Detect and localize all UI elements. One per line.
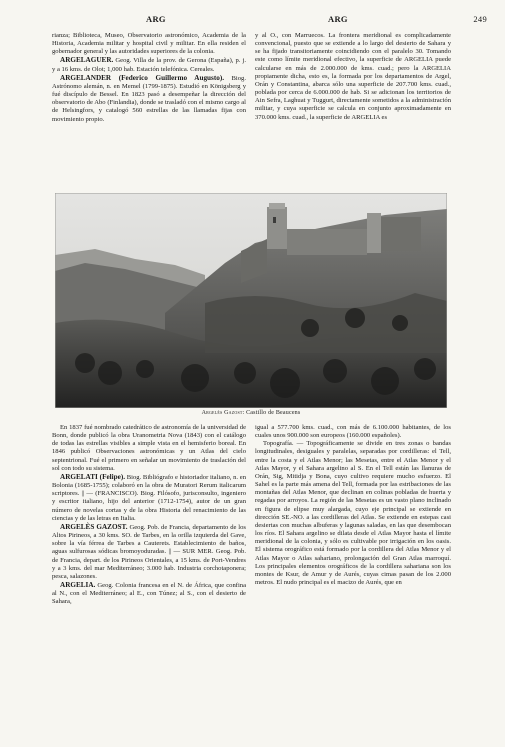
column-bottom-left — [52, 424, 246, 724]
page-number: 249 — [473, 14, 487, 24]
dictionary-entry — [52, 74, 246, 124]
entry-body: Geog. Pob. de Francia, departamento de los Altos Pirineos, a 30 kms. SO. de Tarbes, en la orilla izquierda del Gave, sobre la vía férrea de Tarbes a Cauterets. Establecimiento de baños, aguas sulfurosas sódicas bromoyoduradas. || — SUR MER. Geog. Pob. de Francia, depart. de los Pirineos Orientales, a 15 kms. de Port-Vendres y a 3 kms. del mar Mediterráneo; 3.000 hab. Industria corchotaponera; pesca, salazones. — [52, 523, 246, 580]
header-center-guide-word: ARG — [328, 14, 348, 24]
dictionary-entry — [52, 523, 246, 581]
figure-caption — [55, 410, 447, 416]
entry-headword: ARGELANDER (Federico Guillermo Augusto). — [60, 73, 225, 82]
entry-body: Geog. Colonia francesa en el N. de África, que confina al N., con el Mediterráneo; al E., con Túnez; al S., con el desierto de Sahara, — [52, 581, 246, 606]
entry-body: Geog. Villa de la prov. de Gerona (España), p. j. y a 16 kms. de Olot; 1,000 hab. Estación telefónica. Cereales. — [52, 57, 246, 73]
paragraph: En 1837 fué nombrado catedrático de astronomía de la universidad de Bonn, donde publicó la obra Uranometria Nova (1843) con el catálogo de todas las estrellas visibles a simple vista en el hemisferio boreal. En 1846 publicó Observaciones astronómicas y un Atlas del cielo septentrional. Fué el primero en señalar un movimiento de traslación del sol con todo su sistema. — [52, 424, 246, 472]
entry-body: Biog. Bibliógrafo e historiador italiano, n. en Bolonia (1685-1755); colaboró en la obra de Muratori Rerum italicarum scriptores. || — (FRANCISCO). Biog. Filósofo, jurisconsulto, ingeniero y escritor italiano, hijo del anterior (1712-1754), autor de un gran número de novelas cortas y de la obra Historia del renacimiento de las ciencias y de las letras en Italia. — [52, 473, 246, 522]
entry-headword: ARGELIA. — [60, 580, 96, 589]
dictionary-entry — [52, 56, 246, 73]
entry-headword: ARGELÈS GAZOST. — [60, 522, 128, 531]
column-top-right — [255, 32, 451, 190]
column-bottom-right — [255, 424, 451, 724]
paragraph-topografia: Topografía. — Topográficamente se divide en tres zonas o bandas longitudinales, desiguales y paralelas, separadas por cordilleras: el Tell, entre la costa y el Atlas Menor; las Mesetas, entre el Atlas Menor y el Atlas Mayor, y el Sahara argelino al S. En el Tell están las llanuras de Orán, Sig, Mitidja y Bona, cuyo cultivo requiere mucho esfuerzo. El Sahel es la parte más amena del Tell, formada por las estribaciones de las montañas del Atlas Menor, que declinan en colinas pobladas de huerta y regadas por arroyos. La región de las Mesetas es un vasto plano inclinado en figura de elipse muy alargada, cuyo eje principal se extiende en dirección SE.-NO. a las cordilleras del Atlas. Se extiende en estepas casi desiertas con muchas albuferas y lagunas saladas, en las que desembocan los ríos. El Sahara argelino se dilata desde el Atlas Mayor hasta el límite meridional de la colonia, y sólo es cultivable por irrigación en los oasis. El sistema orográfico está formado por la cordillera del Atlas Menor y el Atlas Mayor o Atlas sahariano, prolongación del Gran Atlas marroquí. Los principales elementos orográficos de la cordillera sahariana son los montes de Ksur, de Amur y de Aurés, cuyas cimas pasan de los 2.000 metros. El nudo principal es el macizo de Aurés, que en — [255, 440, 451, 586]
entry-headword: ARGELAGUER. — [60, 56, 114, 65]
dictionary-entry — [52, 473, 246, 523]
paragraph: rianza; Biblioteca, Museo, Observatorio astronómico, Academia de la Historia, Academia militar y hospital civil y militar. En ella residen el gobernador general y las autoridades superiores de la colonia. — [52, 32, 246, 56]
caption-text: : Castillo de Beaucens — [242, 410, 301, 416]
running-header — [50, 14, 487, 28]
entry-body: Biog. Astrónomo alemán, n. en Memel (1799-1875). Estudió en Königsberg y fué discípulo de Bessel. En 1823 pasó a desempeñar la dirección del observatorio de Abo (Finlandia), donde se trasladó con el mismo cargo al de Helsingfors, y catalogó 560 estrellas de las llamadas fijas con movimiento propio. — [52, 74, 246, 123]
caption-place: Argelès Gazost — [201, 410, 243, 416]
paragraph: y al O., con Marruecos. La frontera meridional es complicadamente convencional, puesto que se extiende a lo largo del desierto de Sahara y se ha fijado transitoriamente coincidiendo con el paralelo 30. Tomando este como límite meridional efectivo, la superficie de ARGELIA puede calcularse en más de 2.000.000 de kms. cuad.; pero la ARGELIA propiamente dicha, esto es, la formada por los departamentos de Argel, Orán y Constantina, abarca sólo una superficie de 207.700 kms. cuad., poblada por cerca de 6.000.000 de hab. Si se adicionan los territorios de Ain Sefra, Laghuat y Tuggurt, directamente sometidos a la administración militar, y cuya superficie se calcula en conjunto aproximadamente en 370.000 kms. cuad., la superficie de ARGELIA es — [255, 32, 451, 121]
photograph-castle — [55, 193, 447, 408]
dictionary-entry — [52, 581, 246, 606]
header-left-guide-word: ARG — [146, 14, 166, 24]
paragraph: igual a 577.700 kms. cuad., con más de 6.100.000 habitantes, de los cuales unos 900.000 son europeos (160.000 españoles). — [255, 424, 451, 440]
entry-headword: ARGELATI (Felipe). — [60, 472, 126, 481]
column-top-left — [52, 32, 246, 190]
castle-photo-illustration — [55, 193, 447, 408]
